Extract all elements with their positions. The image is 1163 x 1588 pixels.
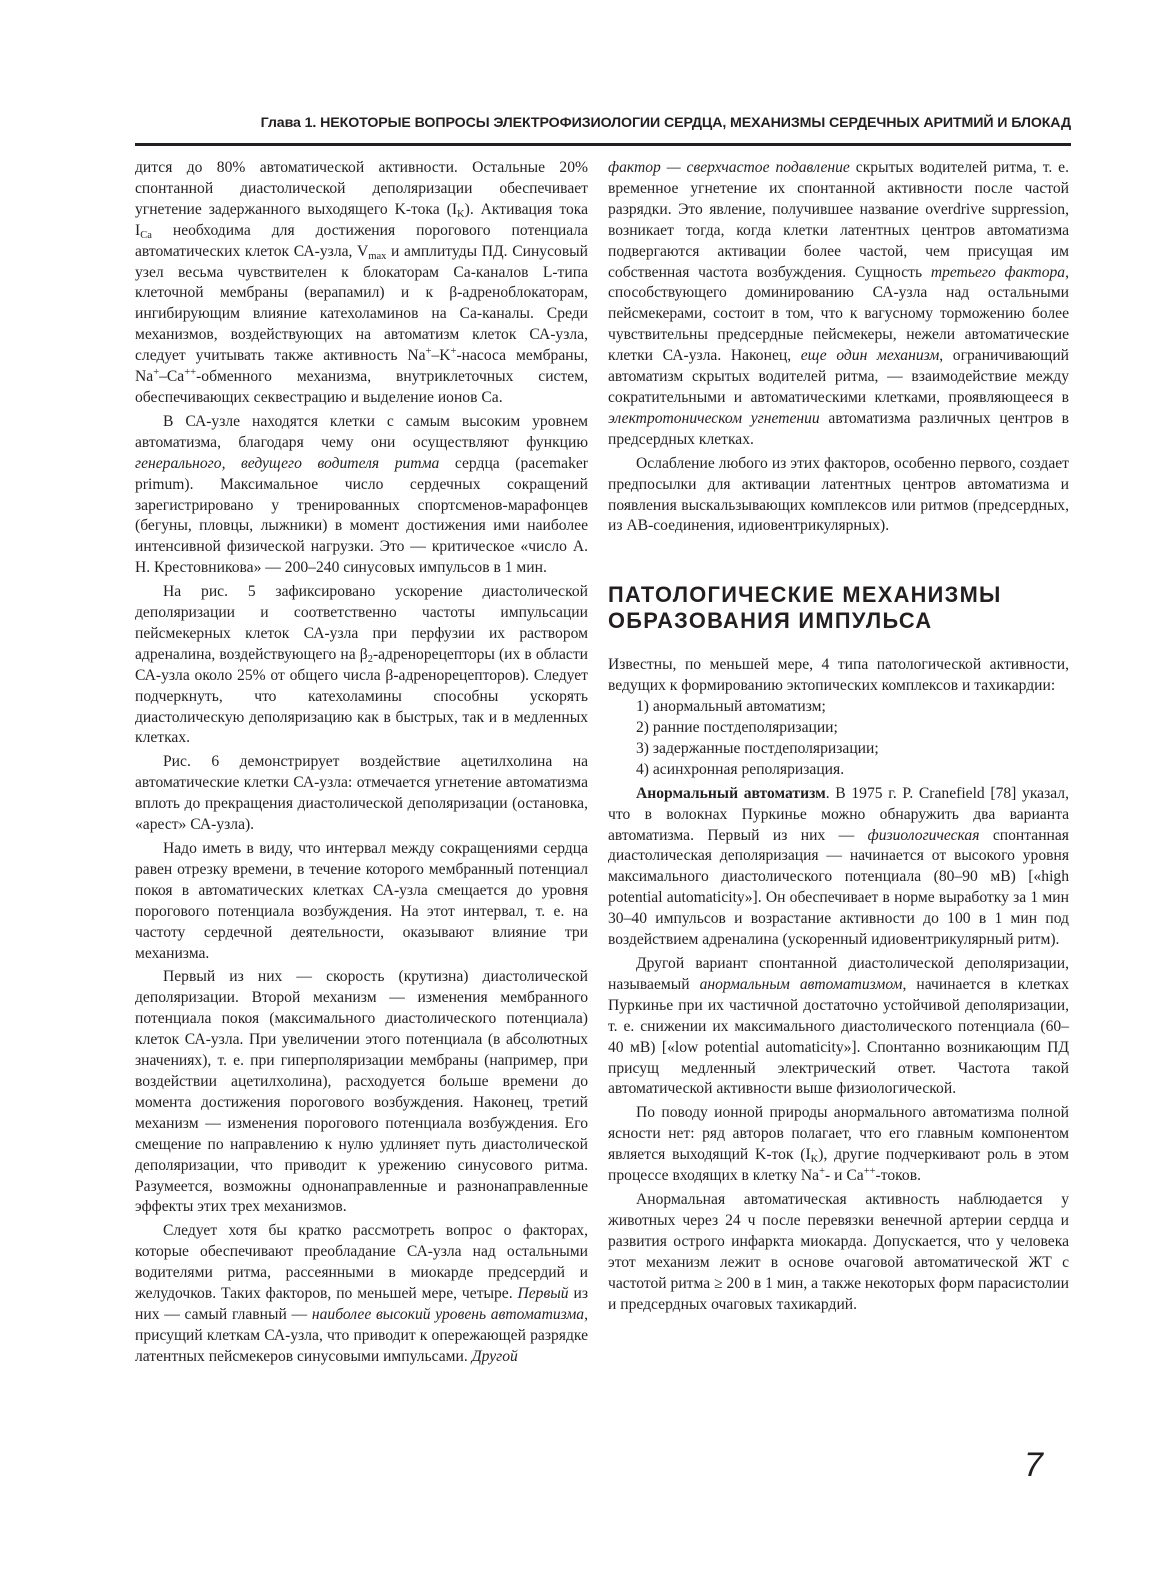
section-heading: ПАТОЛОГИЧЕСКИЕ МЕХАНИЗМЫ ОБРАЗОВАНИЯ ИМПУЛЬСА: [608, 582, 1002, 634]
paragraph: дится до 80% автоматической активности. Остальные 20% спонтанной диастолической деполяризации обеспечивает угнетение задержанного выходящего K-тока $(I_K)$. Активация тока $I_{Ca}$ необходима для достижения порогового потенциала автоматических клеток СА-узла, $V_{max}$ и амплитуды ПД. Синусовый узел весьма чувствителен к блокаторам Ca-каналов L-типа клеточной мембраны (верапамил) и к β-адреноблокаторам, ингибирующим влияние катехоламинов на Ca-каналы. Среди механизмов, воздействующих на автоматизм клеток СА-узла, следует учитывать также активность Na+–K+-насоса мембраны, Na+–Ca++-обменного механизма, внутриклеточных систем, обеспечивающих секвестрацию и выделение ионов Ca.: [135, 159, 589, 406]
list-item: 3) задержанные постдеполяризации;: [636, 739, 879, 757]
paragraph: Известны, по меньшей мере, 4 типа патологической активности, ведущих к формированию эктопических комплексов и тахикардии:: [608, 656, 1069, 695]
running-head: Глава 1. НЕКОТОРЫЕ ВОПРОСЫ ЭЛЕКТРОФИЗИОЛОГИИ СЕРДЦА, МЕХАНИЗМЫ СЕРДЕЧНЫХ АРИТМИЙ И БЛОКАД: [260, 115, 1071, 131]
paragraph: На рис. 5 зафиксировано ускорение диастолической деполяризации и соответственно частоты импульсации пейсмекерных клеток СА-узла при перфузии их раствором адреналина, воздействующего на $\beta_2$-адренорецепторы (их в области СА-узла около 25% от общего числа β-адренорецепторов). Следует подчеркнуть, что катехоламины способны ускорять диастолическую деполяризацию как в быстрых, так и в медленных клетках.: [135, 583, 589, 747]
list-item: 1) анормальный автоматизм;: [636, 698, 826, 716]
paragraph: Следует хотя бы кратко рассмотреть вопрос о факторах, которые обеспечивают преобладание СА-узла над остальными водителями ритма, рассеянными в миокарде предсердий и желудочков. Таких факторов, по меньшей мере, четыре. Первый из них — самый главный — наиболее высокий уровень автоматизма, присущий клеткам СА-узла, что приводит к опережающей разрядке латентных пейсмекеров синусовыми импульсами. Другой: [135, 1222, 589, 1365]
paragraph: Ослабление любого из этих факторов, особенно первого, создает предпосылки для активации латентных центров автоматизма и появления выскальзывающих комплексов или ритмов (предсердных, из АВ-соединения, идиовентрикулярных).: [608, 454, 1069, 535]
paragraph: Надо иметь в виду, что интервал между сокращениями сердца равен отрезку времени, в течение которого мембранный потенциал покоя в автоматических клетках СА-узла смещается до уровня порогового потенциала возбуждения. На этот интервал, т. е. на частоту сердечной деятельности, оказывают влияние три механизма.: [135, 840, 588, 962]
page-number: 7: [1024, 1446, 1043, 1484]
list-item: 2) ранние постдеполяризации;: [636, 719, 838, 737]
paragraph: По поводу ионной природы анормального автоматизма полной ясности нет: ряд авторов полагает, что его главным компонентом является выходящий K-ток $(I_K)$, другие подчеркивают роль в этом процессе входящих в клетку Na+- и Ca++-токов.: [608, 1104, 1070, 1185]
paragraph: Рис. 6 демонстрирует воздействие ацетилхолина на автоматические клетки СА-узла: отмечается угнетение автоматизма вплоть до прекращения диастолической деполяризации (остановка, «арест» СА-узла).: [135, 753, 588, 834]
paragraph: Другой вариант спонтанной диастолической деполяризации, называемый анормальным автоматизмом, начинается в клетках Пуркинье при их частичной достаточно устойчивой деполяризации, т. е. снижении их максимального диастолического потенциала (60–40 мВ) [«low potential automaticity»]. Спонтанно возникающим ПД присущ медленный электрический ответ. Частота такой автоматической активности выше физиологической.: [608, 955, 1069, 1098]
paragraph: фактор — сверхчастое подавление скрытых водителей ритма, т. е. временное угнетение их спонтанной активности после частой разрядки. Это явление, получившее название overdrive suppression, возникает тогда, когда клетки латентных центров автоматизма подвергаются активации более частой, чем присущая им собственная частота возбуждения. Сущность третьего фактора, способствующего доминированию СА-узла над остальными пейсмекерами, состоит в том, что к вагусному торможению более чувствительны предсердные пейсмекеры, нежели автоматические клетки СА-узла. Наконец, еще один механизм, ограничивающий автоматизм скрытых водителей ритма, — взаимодействие между сократительными и автоматическими клетками, проявляющееся в электротоническом угнетении автоматизма различных центров в предсердных клетках.: [608, 159, 1070, 448]
paragraph: Анормальный автоматизм. В 1975 г. P. Cranefield [78] указал, что в волокнах Пуркинье можно обнаружить два варианта автоматизма. Первый из них — физиологическая спонтанная диастолическая деполяризация — начинается от высокого уровня максимального диастолического потенциала (80–90 мВ) [«high potential automaticity»]. Он обеспечивает в норме выработку за 1 мин 30–40 импульсов и возрастание активности до 100 в 1 мин под воздействием адреналина (ускоренный идиовентрикулярный ритм).: [608, 784, 1069, 949]
paragraph: В СА-узле находятся клетки с самым высоким уровнем автоматизма, благодаря чему они осуществляют функцию генерального, ведущего водителя ритма сердца (pacemaker primum). Максимальное число сердечных сокращений зарегистрировано у тренированных спортсменов-марафонцев (бегуны, пловцы, лыжники) в момент достижения ими наиболее интенсивной физической нагрузки. Это — критическое «число А. Н. Крестовникова» — 200–240 синусовых импульсов в 1 мин.: [135, 412, 589, 577]
left-column: [135, 158, 588, 1368]
paragraph: Анормальная автоматическая активность наблюдается у животных через 24 ч после перевязки венечной артерии сердца и развития острого инфаркта миокарда. Допускается, что у человека этот механизм лежит в основе очаговой автоматической ЖТ с частотой ритма ≥ 200 в 1 мин, а также некоторых форм парасистолии и предсердных очаговых тахикардий.: [608, 1190, 1069, 1313]
right-column: [608, 158, 1069, 1315]
header-rule: [135, 143, 1071, 146]
list-item: 4) асинхронная реполяризация.: [636, 760, 845, 778]
paragraph: Первый из них — скорость (крутизна) диастолической деполяризации. Второй механизм — изменения мембранного потенциала покоя (максимального диастолического потенциала) клеток СА-узла. При увеличении этого потенциала (в абсолютных значениях), т. е. при гиперполяризации мембраны (например, при воздействии ацетилхолина), расходуется больше времени до момента достижения порогового возбуждения. Наконец, третий механизм — изменения порогового потенциала возбуждения. Его смещение по направлению к нулю удлиняет путь диастолической деполяризации, что приводит к урежению синусового ритма. Разумеется, возможны однонаправленные и разнонаправленные эффекты этих трех механизмов.: [135, 968, 588, 1216]
